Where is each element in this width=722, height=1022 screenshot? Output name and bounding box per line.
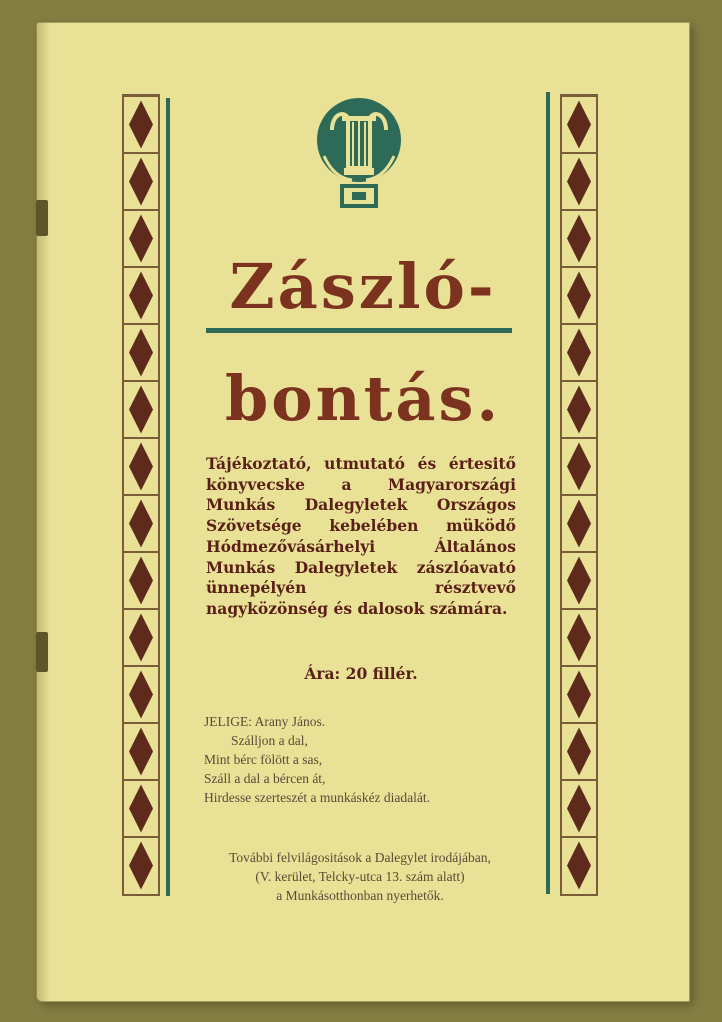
border-diamond — [567, 614, 591, 662]
green-rule-right — [546, 92, 550, 894]
border-diamond — [567, 785, 591, 833]
description-text: Tájékoztató, utmutató és értesitő könyvecske a Magyarországi Munkás Dalegyletek Országos Szövetsége kebelében müködő Hódmezővásárhelyi Általános Munkás Dalegyletek zászlóavató ünnepélyén résztvevő nagyközönség és dalosok számára. — [206, 454, 516, 618]
motto-author: Arany János. — [254, 714, 326, 729]
border-diamond — [567, 728, 591, 776]
border-diamond — [567, 671, 591, 719]
border-diamond — [129, 500, 153, 548]
border-diamond — [129, 158, 153, 206]
border-diamond — [129, 842, 153, 890]
border-diamond — [129, 557, 153, 605]
border-diamond — [129, 614, 153, 662]
border-diamond — [567, 842, 591, 890]
motto-line: Szálljon a dal, — [231, 733, 308, 748]
motto-heading — [204, 712, 430, 731]
decorative-border-right — [560, 94, 598, 896]
staple-top — [36, 200, 48, 236]
motto-block — [204, 712, 430, 807]
booklet-cover — [36, 22, 690, 1002]
info-line: (V. kerület, Telcky-utca 13. szám alatt) — [255, 869, 465, 884]
border-diamond — [129, 785, 153, 833]
border-diamond — [567, 500, 591, 548]
border-diamond — [129, 101, 153, 149]
price-text: Ára: 20 fillér. — [304, 664, 418, 683]
motto-label: JELIGE: — [204, 714, 252, 729]
border-diamond — [567, 443, 591, 491]
border-diamond — [129, 728, 153, 776]
title-line-1: Zászló- — [229, 250, 497, 323]
info-line: További felvilágositások a Dalegylet irodájában, — [229, 850, 491, 865]
title-divider — [206, 328, 512, 333]
border-diamond — [567, 557, 591, 605]
border-diamond — [129, 443, 153, 491]
motto-line: Száll a dal a bércen át, — [204, 771, 326, 786]
border-diamond — [567, 158, 591, 206]
info-line: a Munkásotthonban nyerhetők. — [276, 888, 444, 903]
title-line-2: bontás. — [224, 362, 502, 435]
border-diamond — [129, 671, 153, 719]
border-diamond — [567, 101, 591, 149]
decorative-border-left — [122, 94, 160, 896]
staple-bottom — [36, 632, 48, 672]
motto-line: Hirdesse szerteszét a munkáskéz diadalát. — [204, 790, 431, 805]
green-rule-left — [166, 98, 170, 896]
spine-shadow — [36, 22, 50, 1002]
info-block — [206, 848, 514, 905]
lyre-emblem-icon — [304, 96, 414, 218]
motto-line: Mint bérc fölött a sas, — [204, 752, 323, 767]
